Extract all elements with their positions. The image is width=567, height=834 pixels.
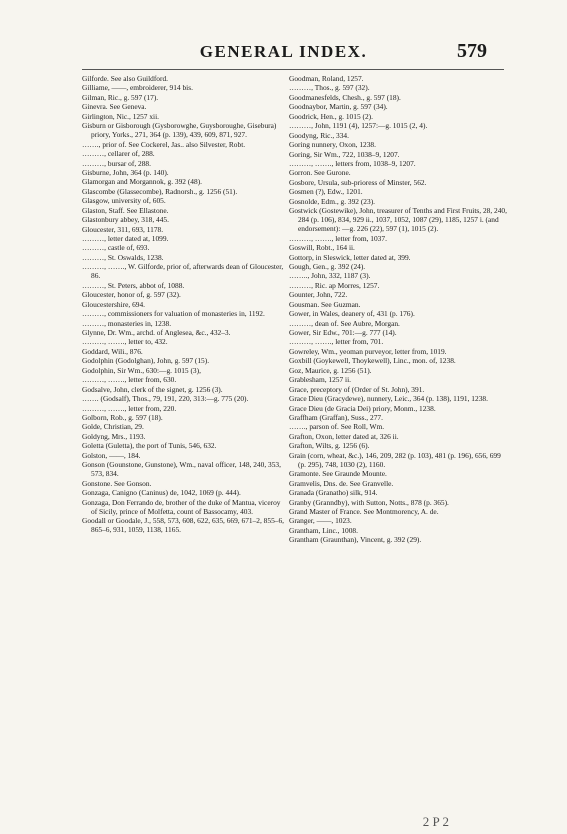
index-entry: Gonson (Gounstone, Gunstone), Wm., naval officer, 148, 240, 353, 573, 834. xyxy=(82,460,281,479)
index-entry: ………, bursar of, 288. xyxy=(82,158,151,168)
index-entry: Gough, Gen., g. 392 (24). xyxy=(289,261,366,271)
index-entry: …….., John, 332, 1187 (3). xyxy=(289,271,371,281)
index-entry: ………, St. Peters, abbot of, 1088. xyxy=(82,280,185,290)
index-entry: Granada (Granatho) silk, 914. xyxy=(289,488,378,498)
running-title: GENERAL INDEX. xyxy=(199,42,368,61)
signature-mark: 2 P 2 xyxy=(422,814,449,829)
index-entry: Gloucester, honor of, g. 597 (32). xyxy=(82,290,181,300)
index-entry: Gousman. See Guzman. xyxy=(289,299,361,309)
index-entry: ……., parson of. See Roll, Wm. xyxy=(289,422,385,432)
index-entry: Goxbill (Goykewell, Thoykewell), Linc., mon. of, 1238. xyxy=(289,356,456,366)
index-entry: ………, ……., W. Gilforde, prior of, afterwards dean of Gloucester, 86. xyxy=(82,262,284,281)
index-entry: Glamorgan and Morgannok, g. 392 (48). xyxy=(82,177,203,187)
index-entry: Gosmen (?), Edw., 1201. xyxy=(289,187,363,197)
index-entry: Goodall or Goodale, J., 558, 573, 608, 622, 635, 669, 671–2, 855–6, 865–6, 931, 1059, 1138, 1165. xyxy=(82,516,284,535)
index-entry: Godsalve, John, clerk of the signet, g. 1256 (3). xyxy=(82,384,223,394)
index-entry: Gosnolde, Edm., g. 392 (23). xyxy=(289,196,376,206)
index-entry: Girlington, Nic., 1257 xii. xyxy=(82,111,159,121)
index-entry: ………, commissioners for valuation of monasteries in, 1192. xyxy=(82,309,265,319)
index-entry: Grace, preceptory of (Order of St. John), 391. xyxy=(289,384,425,394)
index-entry: Grain (corn, wheat, &c.), 146, 209, 282 (p. 103), 481 (p. 196), 656, 699 (p. 295), 748, 1030 (2), 1160. xyxy=(289,450,501,469)
index-entry: ………, castle of, 693. xyxy=(82,243,150,253)
index-entry: ……. (Godsalf), Thos., 79, 191, 220, 313:—g. 775 (20). xyxy=(82,394,249,404)
index-entry: ……., prior of. See Cockerel, Jas.. also Silvester, Robt. xyxy=(82,139,246,149)
index-entry: Gowreley, Wm., yeoman purveyor, letter from, 1019. xyxy=(289,346,447,356)
index-entry: ………, Thos., g. 597 (32). xyxy=(289,83,370,93)
index-entry: Goddard, Wili., 876. xyxy=(82,346,143,356)
index-entry: Grantham (Graunthan), Vincent, g. 392 (29). xyxy=(289,535,422,545)
index-entry: Grafton, Wilts, g. 1256 (6). xyxy=(289,441,370,451)
index-entry: ………, St. Oswalds, 1238. xyxy=(82,252,164,262)
index-entry: Grafton, Oxon, letter dated at, 326 ii. xyxy=(289,431,399,441)
index-entry: Goletta (Guletta), the port of Tunis, 546, 632. xyxy=(82,441,217,451)
index-entry: Glasgow, university of, 605. xyxy=(82,196,166,206)
index-entry: Gloucester, 311, 693, 1178. xyxy=(82,224,164,234)
index-entry: Gramonte. See Graunde Mounte. xyxy=(289,469,387,479)
index-entry: Godolphin, Sir Wm., 630:—g. 1015 (3), xyxy=(82,365,201,375)
index-entry: Goodrick, Hen., g. 1015 (2). xyxy=(289,111,373,121)
index-entry: ………, ……., letter to, 432. xyxy=(82,337,168,347)
index-entry: Gower, Sir Edw., 701:—g. 777 (14). xyxy=(289,328,397,338)
index-entry: Granby (Granndby), with Sutton, Notts., 878 (p. 365). xyxy=(289,497,449,507)
index-entry: ………, ……., letter from, 701. xyxy=(289,337,384,347)
index-entry: ………, ……., letter from, 1037. xyxy=(289,233,387,243)
index-entry: Golston, ——, 184. xyxy=(82,450,141,460)
index-entry: Grace Dieu (Gracydewe), nunnery, Leic., 364 (p. 138), 1191, 1238. xyxy=(289,394,488,404)
index-entry: Golborn, Rob., g. 597 (18). xyxy=(82,412,163,422)
index-entry: Gonzaga, Don Ferrando de, brother of the duke of Mantua, viceroy of Sicily, prince of Molfetta, count of Bassocamy, 403. xyxy=(82,497,281,516)
index-entry: Grantham, Linc., 1008. xyxy=(289,525,358,535)
index-entry: ………, dean of. See Aubre, Morgan. xyxy=(289,318,400,328)
index-entry: Gramvelis, Dns. de. See Granvelle. xyxy=(289,478,394,488)
index-entry: Gottorp, in Sleswick, letter dated at, 399. xyxy=(289,252,411,262)
index-entry: Glastonbury abbey, 318, 445. xyxy=(82,215,169,225)
index-entry: Gloucestershire, 694. xyxy=(82,299,146,309)
index-entry: Gosbore, Ursula, sub-prioress of Minster, 562. xyxy=(289,177,427,187)
index-entry: Gisburn or Gisborough (Gysborowghe, Guysboroughe, Gisebura) priory, Yorks., 271, 364 (p. 139), 439, 609, 871, 927. xyxy=(82,121,277,140)
index-entry: Gonstone. See Gonson. xyxy=(82,478,152,488)
index-entry: Ginevra. See Geneva. xyxy=(82,102,147,112)
index-entry: Grace Dieu (de Gracia Dei) priory, Monm., 1238. xyxy=(289,403,436,413)
index-entry: Gostwick (Gostewike), John, treasurer of Tenths and First Fruits, 28, 240, 284 (p. 106), 834, 929 ii., 1037, 1052, 1087 (29), 1185, 1257 i. (and endorsement): —g. 226 (22), 597 (1), 1015 (2). xyxy=(289,206,507,234)
index-entry: Gisburne, John, 364 (p. 140). xyxy=(82,167,169,177)
index-entry: ………, cellarer of, 288. xyxy=(82,149,155,159)
index-entry: ………, ……., letters from, 1038–9, 1207. xyxy=(289,158,416,168)
index-entry: Glaston, Staff. See Ellastone. xyxy=(82,205,169,215)
header-rule xyxy=(82,69,504,70)
index-entry: Goodmanesfelds, Chesh., g. 597 (18). xyxy=(289,92,401,102)
index-entry: Grablesham, 1257 ii. xyxy=(289,375,351,385)
index-entry: Goring nunnery, Oxon, 1238. xyxy=(289,140,376,150)
index-entry: Godolphin (Godolghan), John, g. 597 (15). xyxy=(82,356,210,366)
index-entry: Gilforde. See also Guildford. xyxy=(82,74,168,83)
index-entry: ………, letter dated at, 1099. xyxy=(82,234,169,244)
index-entry: Goodyng, Ric., 334. xyxy=(289,130,349,140)
index-entry: ………, monasteries in, 1238. xyxy=(82,318,172,328)
index-entry: Goswill, Robt., 164 ii. xyxy=(289,243,355,253)
index-entry: Gilman, Ric., g. 597 (17). xyxy=(82,92,159,102)
index-entry: Goldyng, Mrs., 1193. xyxy=(82,431,146,441)
index-entry: ………, ……., letter from, 630. xyxy=(82,375,177,385)
index-entry: ………, John, 1191 (4), 1257:—g. 1015 (2, 4). xyxy=(289,121,428,131)
index-entry: Gorron. See Gurone. xyxy=(289,168,351,178)
running-header xyxy=(0,40,567,66)
index-entry: ………, Ric. ap Morres, 1257. xyxy=(289,280,380,290)
index-entry: Goring, Sir Wm., 722, 1038–9, 1207. xyxy=(289,149,400,159)
index-entry: Glascombe (Glassecombe), Radnorsh., g. 1256 (51). xyxy=(82,186,238,196)
index-entry: Golde, Christian, 29. xyxy=(82,422,144,432)
page-number: 579 xyxy=(457,40,487,62)
index-entry: Gonzaga, Canigno (Caninus) de, 1042, 1069 (p. 444). xyxy=(82,488,241,498)
index-entry: Gower, in Wales, deanery of, 431 (p. 176). xyxy=(289,309,415,319)
index-entry: Glynne, Dr. Wm., archd. of Anglesea, &c., 432–3. xyxy=(82,328,231,338)
index-entry: Gilliame, ——, embroiderer, 914 bis. xyxy=(82,83,193,93)
index-entry: Grand Master of France. See Montmorency, A. de. xyxy=(289,506,439,516)
index-entry: Goodnaybor, Martin, g. 597 (34). xyxy=(289,102,388,112)
index-entry: Granger, ——, 1023. xyxy=(289,516,352,526)
index-column-left xyxy=(82,74,288,534)
index-entry: Goodman, Roland, 1257. xyxy=(289,74,364,83)
index-entry: Gounter, John, 722. xyxy=(289,290,348,300)
index-entry: Goz, Maurice, g. 1256 (51). xyxy=(289,365,372,375)
index-entry: Graffham (Graffan), Suss., 277. xyxy=(289,412,383,422)
index-entry: ………, ……., letter from, 220. xyxy=(82,403,177,413)
index-column-right xyxy=(289,74,507,545)
